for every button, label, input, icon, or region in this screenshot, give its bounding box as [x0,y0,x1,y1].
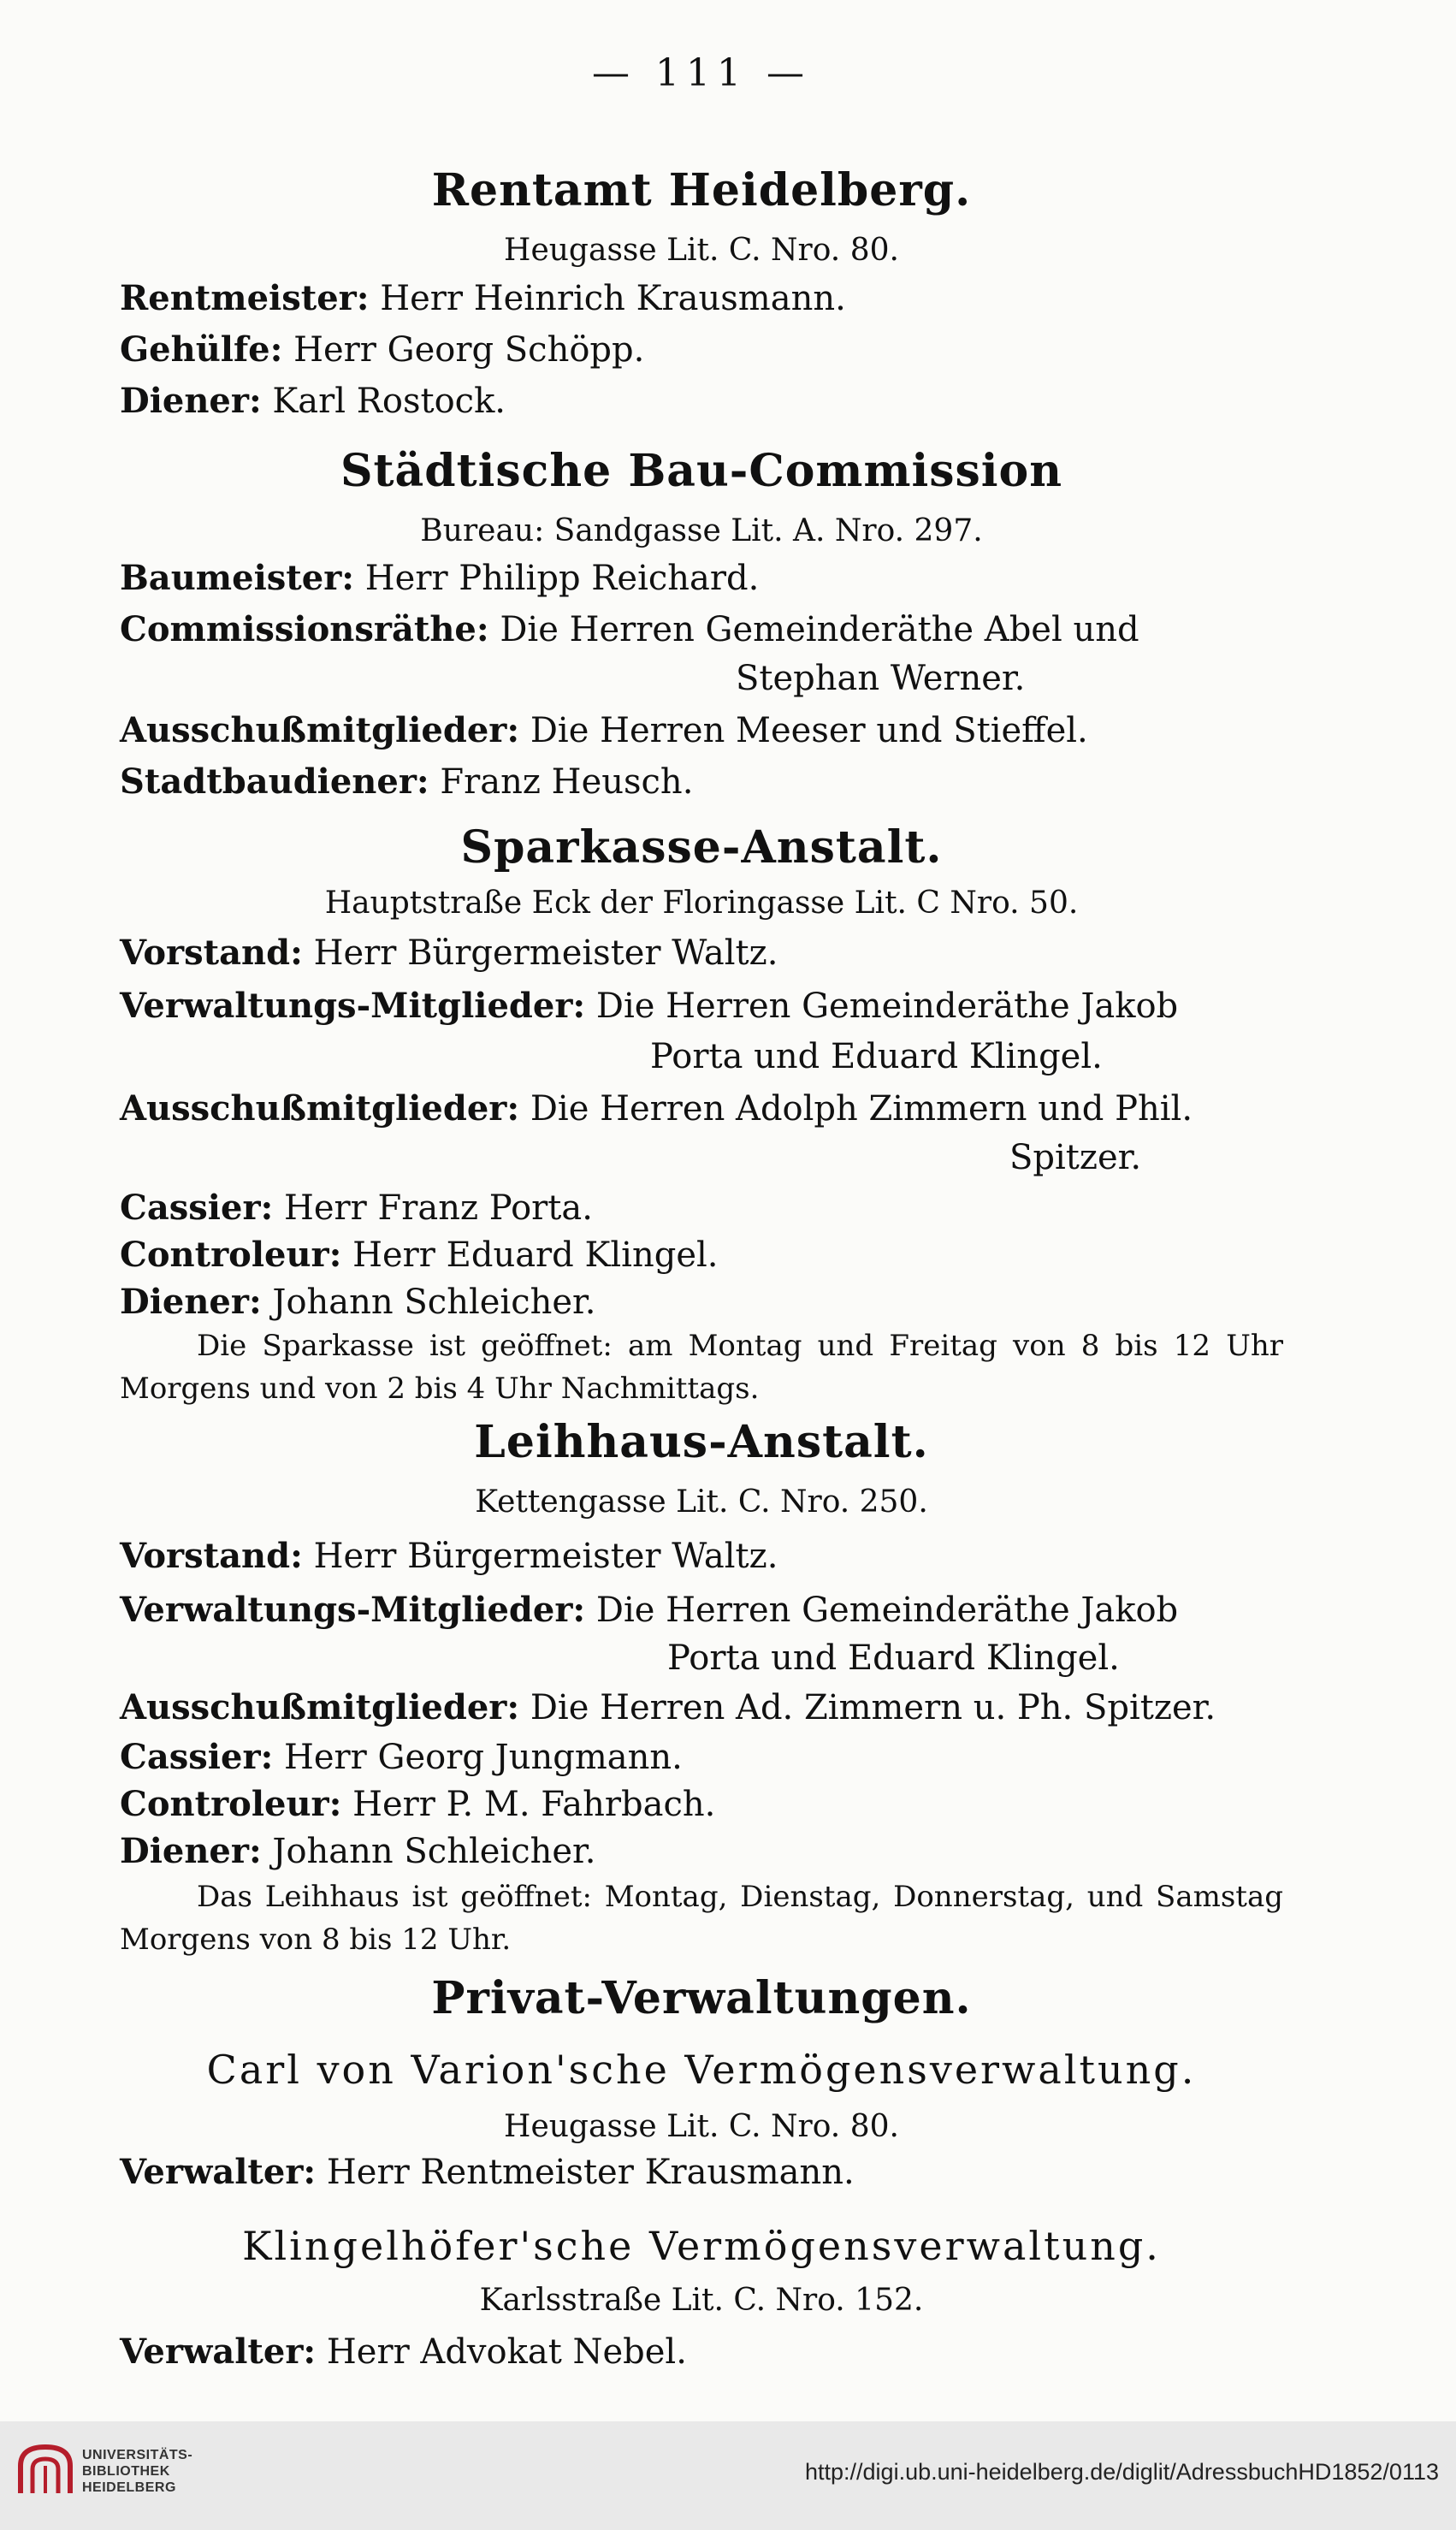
entry-row [120,2152,855,2192]
viewer-footer [0,2421,1456,2530]
entry-value: Karl Rostock. [272,382,506,421]
entry-row [120,1536,778,1576]
section-title-privat: Privat-Verwaltungen. [431,1972,972,2024]
entry-continuation: Spitzer. [1009,1138,1142,1177]
section-address-leihhaus: Kettengasse Lit. C. Nro. 250. [475,1484,928,1520]
entry-label: Diener: [120,1831,262,1871]
library-name-line: BIBLIOTHEK [82,2464,170,2479]
entry-label: Stadtbaudiener: [120,761,429,802]
entry-label: Verwalter: [120,2152,317,2192]
entry-value: Herr Franz Porta. [284,1188,593,1228]
section-address-klingelhoefer: Karlsstraße Lit. C. Nro. 152. [479,2283,924,2318]
entry-value: Die Herren Gemeinderäthe Jakob [595,1591,1179,1630]
entry-value: Die Herren Gemeinderäthe Jakob [595,987,1179,1026]
entry-label: Baumeister: [120,558,355,598]
entry-value: Johann Schleicher. [272,1832,596,1871]
entry-value: Die Herren Adolph Zimmern und Phil. [530,1089,1193,1129]
entry-label: Cassier: [120,1188,274,1228]
section-title-varion: Carl von Varion'sche Vermögensverwaltung. [206,2047,1197,2093]
section-title-sparkasse: Sparkasse-Anstalt. [460,821,943,874]
entry-row [120,1737,683,1777]
section-title-klingelhoefer: Klingelhöfer'sche Vermögensverwaltung. [242,2223,1161,2269]
section-title-leihhaus: Leihhaus-Anstalt. [474,1416,929,1468]
entry-label: Diener: [120,1282,262,1322]
section-title-rentamt: Rentamt Heidelberg. [431,164,972,216]
entry-value: Herr Georg Jungmann. [284,1738,683,1777]
entry-row [120,1188,593,1228]
source-url-link[interactable]: http://digi.ub.uni-heidelberg.de/diglit/AdressbuchHD1852/0113 [805,2459,1439,2485]
entry-label: Controleur: [120,1784,342,1824]
entry-value: Herr Bürgermeister Waltz. [313,1537,778,1576]
entry-value: Herr Bürgermeister Waltz. [313,933,778,973]
entry-label: Ausschußmitglieder: [120,1687,520,1727]
entry-label: Vorstand: [120,933,303,973]
page-number: — 111 — [592,51,811,95]
entry-row [120,558,759,598]
entry-row [120,381,506,421]
section-title-baucommission: Städtische Bau-Commission [340,445,1063,497]
entry-continuation: Porta und Eduard Klingel. [650,1037,1103,1076]
library-name [82,2447,192,2496]
entry-row [120,1687,1216,1727]
entry-row [120,1088,1193,1129]
entry-label: Gehülfe: [120,329,283,370]
entry-label: Verwaltungs-Mitglieder: [120,1590,586,1630]
entry-label: Diener: [120,381,262,421]
entry-value: Herr Rentmeister Krausmann. [326,2153,855,2192]
opening-hours-note: Das Leihhaus ist geöffnet: Montag, Dienstag, Donnerstag, und Samstag Morgens von 8 bis 12 Uhr. [120,1880,1283,1957]
library-name-line: UNIVERSITÄTS- [82,2448,193,2462]
entry-row [120,609,1139,649]
section-address-rentamt: Heugasse Lit. C. Nro. 80. [504,233,899,268]
entry-value: Herr Eduard Klingel. [352,1235,719,1275]
opening-hours-note: Die Sparkasse ist geöffnet: am Montag und Freitag von 8 bis 12 Uhr Morgens und von 2 bis 4 Uhr Nachmittags. [120,1329,1283,1406]
entry-continuation: Porta und Eduard Klingel. [667,1638,1120,1678]
entry-label: Vorstand: [120,1536,303,1576]
entry-value: Herr Heinrich Krausmann. [380,279,846,318]
entry-row [120,1784,715,1824]
entry-label: Verwaltungs-Mitglieder: [120,986,586,1026]
entry-value: Herr Philipp Reichard. [364,559,760,598]
university-library-logo-icon [15,2440,75,2500]
entry-row [120,2332,687,2372]
entry-value: Herr Advokat Nebel. [326,2332,687,2372]
section-address-baucommission: Bureau: Sandgasse Lit. A. Nro. 297. [420,513,983,548]
entry-row [120,1282,596,1322]
entry-label: Verwalter: [120,2332,317,2372]
entry-label: Cassier: [120,1737,274,1777]
entry-row [120,933,778,973]
entry-value: Herr Georg Schöpp. [293,330,645,370]
entry-label: Ausschußmitglieder: [120,710,520,750]
entry-row [120,1235,719,1275]
entry-continuation: Stephan Werner. [736,659,1026,698]
entry-label: Commissionsräthe: [120,609,489,649]
entry-row [120,278,846,318]
section-address-varion: Heugasse Lit. C. Nro. 80. [504,2109,899,2144]
entry-value: Franz Heusch. [440,762,694,802]
entry-value: Johann Schleicher. [272,1283,596,1322]
entry-label: Controleur: [120,1235,342,1275]
entry-row [120,329,644,370]
entry-label: Ausschußmitglieder: [120,1088,520,1129]
entry-value: Die Herren Gemeinderäthe Abel und [500,610,1139,649]
entry-row [120,986,1178,1026]
entry-row [120,761,693,802]
entry-value: Die Herren Ad. Zimmern u. Ph. Spitzer. [530,1688,1216,1727]
entry-value: Die Herren Meeser und Stieffel. [530,711,1088,750]
entry-row [120,1831,596,1871]
entry-row [120,1590,1178,1630]
entry-label: Rentmeister: [120,278,370,318]
entry-row [120,710,1088,750]
section-address-sparkasse: Hauptstraße Eck der Floringasse Lit. C Nro. 50. [324,886,1079,921]
entry-value: Herr P. M. Fahrbach. [352,1785,716,1824]
library-name-line: HEIDELBERG [82,2480,176,2495]
